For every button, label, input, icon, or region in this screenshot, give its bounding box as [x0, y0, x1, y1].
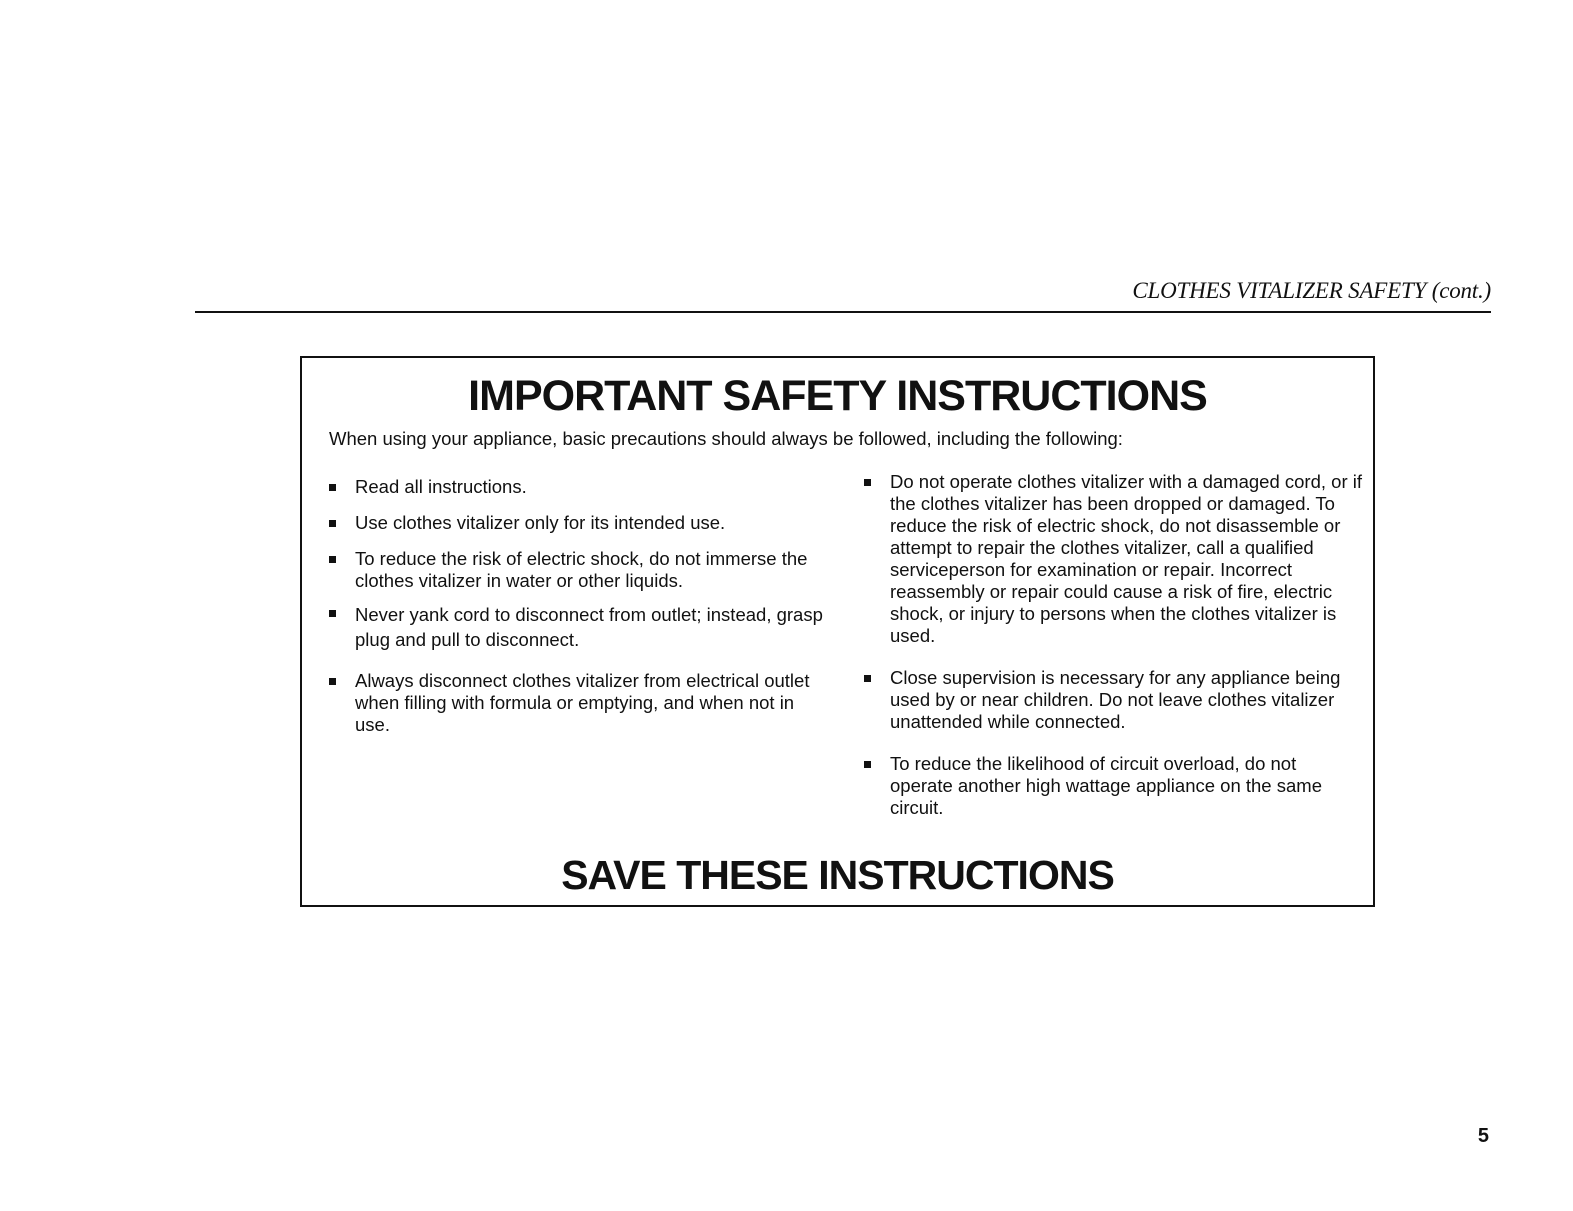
square-bullet-icon	[329, 678, 336, 685]
left-instruction-list	[327, 476, 827, 736]
list-item	[327, 548, 827, 592]
square-bullet-icon	[864, 761, 871, 768]
header-rule	[195, 311, 1491, 313]
box-title: IMPORTANT SAFETY INSTRUCTIONS	[468, 372, 1207, 420]
square-bullet-icon	[329, 610, 336, 617]
list-item-text: Read all instructions.	[355, 476, 527, 497]
page-number: 5	[1477, 1125, 1489, 1147]
list-item	[862, 753, 1362, 819]
square-bullet-icon	[864, 675, 871, 682]
list-item	[327, 670, 827, 736]
square-bullet-icon	[329, 520, 336, 527]
section-header: CLOTHES VITALIZER SAFETY (cont.)	[1132, 278, 1491, 303]
safety-instructions-box	[300, 356, 1375, 907]
list-item-text: Use clothes vitalizer only for its intended use.	[355, 512, 726, 533]
list-item	[327, 512, 827, 534]
list-item-text: To reduce the likelihood of circuit overload, do not operate another high wattage appliance on the same circuit.	[890, 753, 1322, 818]
box-footer: SAVE THESE INSTRUCTIONS	[561, 852, 1114, 898]
list-item-text: To reduce the risk of electric shock, do not immerse the clothes vitalizer in water or other liquids.	[355, 548, 808, 591]
list-item	[862, 667, 1362, 733]
list-item	[327, 476, 827, 498]
list-item-text: Close supervision is necessary for any appliance being used by or near children. Do not leave clothes vitalizer unattended while connected.	[890, 667, 1341, 732]
list-item-text: Always disconnect clothes vitalizer from electrical outlet when filling with formula or emptying, and when not in use.	[355, 670, 810, 735]
list-item-text: Do not operate clothes vitalizer with a damaged cord, or if the clothes vitalizer has been dropped or damaged. To reduce the risk of electric shock, do not disassemble or attempt to repair the clothes vitalizer, call a qualified serviceperson for examination or repair. Incorrect reassembly or repair could cause a risk of fire, electric shock, or injury to persons when the clothes vitalizer is used.	[890, 471, 1362, 646]
box-intro: When using your appliance, basic precautions should always be followed, including the following:	[329, 428, 1123, 449]
square-bullet-icon	[329, 484, 336, 491]
square-bullet-icon	[864, 479, 871, 486]
right-instruction-list	[862, 471, 1362, 819]
square-bullet-icon	[329, 556, 336, 563]
list-item	[862, 471, 1362, 647]
list-item-text: Never yank cord to disconnect from outlet; instead, grasp plug and pull to disconnect.	[355, 604, 823, 650]
list-item	[327, 602, 827, 652]
